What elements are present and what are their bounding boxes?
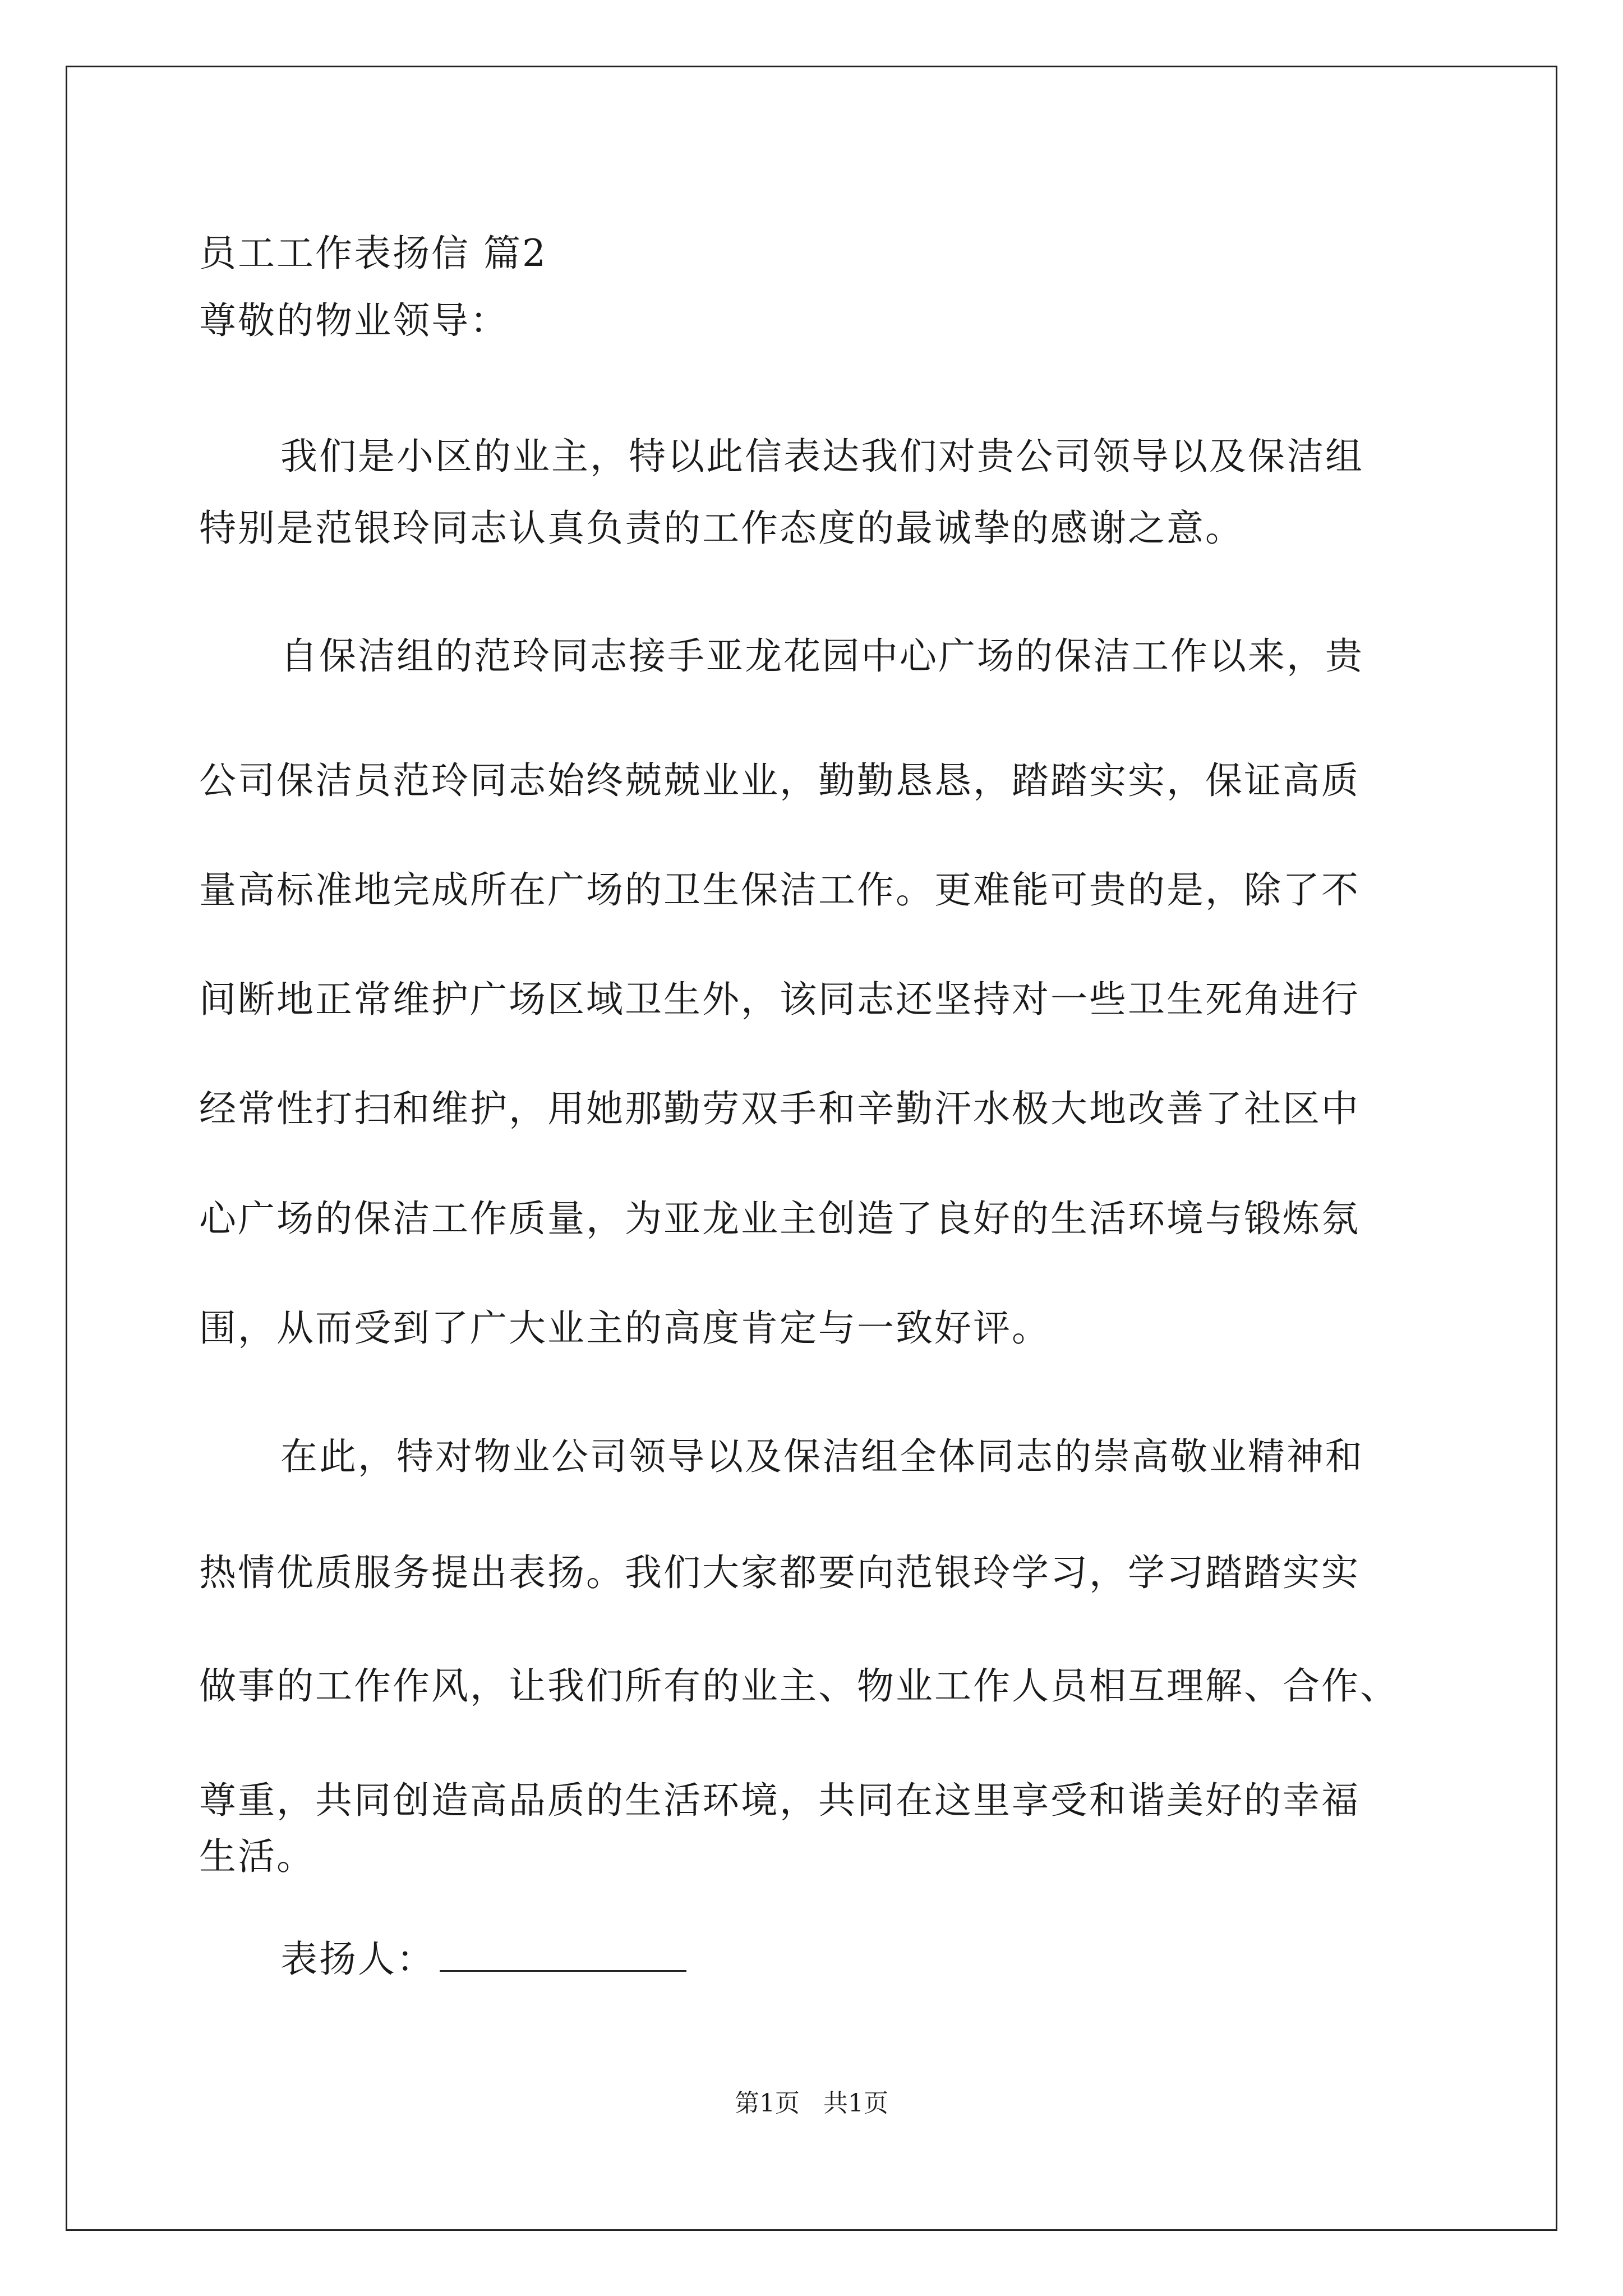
body-line: 特别是范银玲同志认真负责的工作态度的最诚挚的感谢之意。 bbox=[199, 507, 1244, 550]
body-line: 经常性打扫和维护，用她那勤劳双手和辛勤汗水极大地改善了社区中 bbox=[199, 1087, 1360, 1130]
signer-label: 表扬人： bbox=[280, 1938, 435, 1981]
body-line: 间断地正常维护广场区域卫生外，该同志还坚持对一些卫生死角进行 bbox=[199, 978, 1360, 1021]
signer-line bbox=[280, 1936, 686, 1982]
body-line: 自保洁组的范玲同志接手亚龙花园中心广场的保洁工作以来，贵 bbox=[280, 634, 1364, 678]
body-line: 做事的工作作风，让我们所有的业主、物业工作人员相互理解、合作、 bbox=[199, 1664, 1399, 1708]
body-line: 量高标准地完成所在广场的卫生保洁工作。更难能可贵的是，除了不 bbox=[199, 868, 1360, 912]
body-line: 公司保洁员范玲同志始终兢兢业业，勤勤恳恳，踏踏实实，保证高质 bbox=[199, 759, 1360, 802]
body-line: 生活。 bbox=[199, 1835, 315, 1878]
body-line: 尊重，共同创造高品质的生活环境，共同在这里享受和谐美好的幸福 bbox=[199, 1779, 1360, 1822]
body-line: 热情优质服务提出表扬。我们大家都要向范银玲学习，学习踏踏实实 bbox=[199, 1551, 1360, 1594]
page-border bbox=[66, 66, 1557, 2231]
signature-blank bbox=[440, 1936, 686, 1972]
salutation: 尊敬的物业领导： bbox=[199, 299, 509, 342]
body-line: 在此，特对物业公司领导以及保洁组全体同志的崇高敬业精神和 bbox=[280, 1435, 1364, 1478]
page-footer: 第1页 共1页 bbox=[735, 2089, 888, 2118]
body-line: 我们是小区的业主，特以此信表达我们对贵公司领导以及保洁组 bbox=[280, 435, 1364, 478]
body-line: 围，从而受到了广大业主的高度肯定与一致好评。 bbox=[199, 1306, 1050, 1350]
document-title: 员工工作表扬信 篇2 bbox=[199, 232, 547, 275]
body-line: 心广场的保洁工作质量，为亚龙业主创造了良好的生活环境与锻炼氛 bbox=[199, 1197, 1360, 1240]
